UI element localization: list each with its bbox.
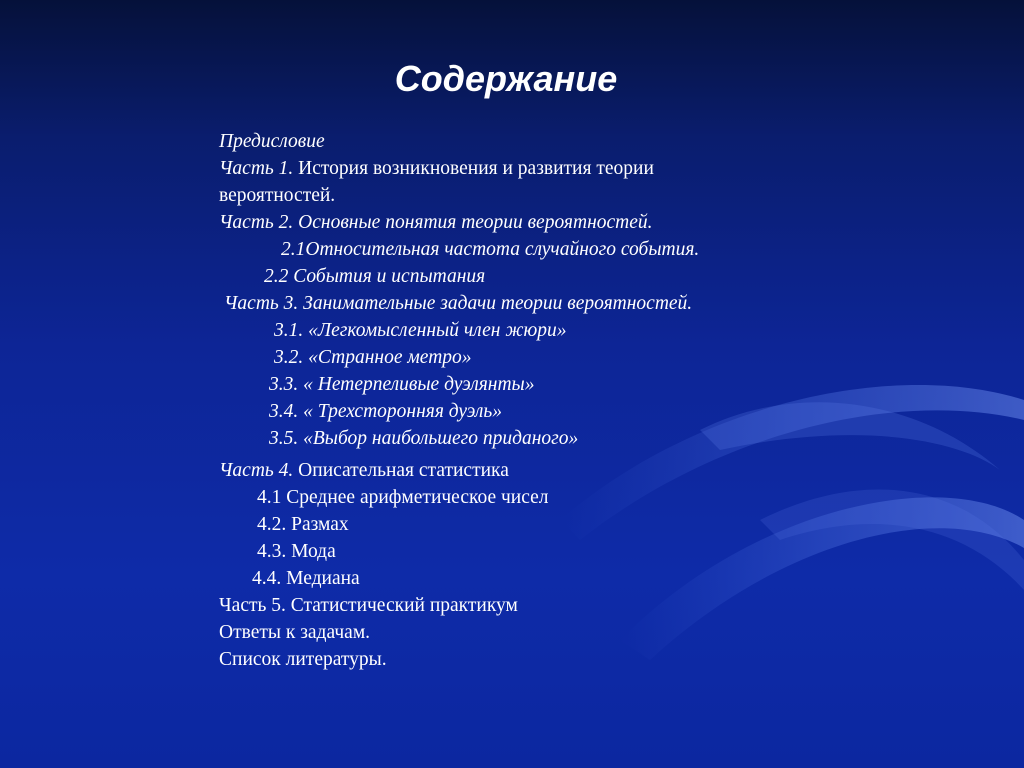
toc-item-part-2: Часть 2. Основные понятия теории вероятностей. xyxy=(219,212,653,233)
toc-item-references: Список литературы. xyxy=(219,649,387,670)
toc-item-part-5: Часть 5. Статистический практикум xyxy=(219,595,518,616)
toc-item-3-1: 3.1. «Легкомысленный член жюри» xyxy=(274,320,567,341)
toc-item-3-3: 3.3. « Нетерпеливые дуэлянты» xyxy=(269,374,535,395)
toc-item-4-3: 4.3. Мода xyxy=(257,541,336,562)
toc-item-part-1: Часть 1. История возникновения и развития теории xyxy=(219,158,654,179)
toc-item-answers: Ответы к задачам. xyxy=(219,622,371,643)
toc-item-preface: Предисловие xyxy=(219,131,325,152)
toc-item-part-1-cont: вероятностей. xyxy=(219,185,336,206)
toc-item-3-4: 3.4. « Трехсторонняя дуэль» xyxy=(269,401,503,422)
toc-item-3-5: 3.5. «Выбор наибольшего приданого» xyxy=(269,428,579,449)
slide-title: Содержание xyxy=(394,58,618,99)
toc-item-2-1: 2.1Относительная частота случайного события. xyxy=(281,239,700,260)
toc-item-4-1: 4.1 Среднее арифметическое чисел xyxy=(257,487,549,508)
toc-item-part-3: Часть 3. Занимательные задачи теории вероятностей. xyxy=(224,293,693,314)
toc-item-3-2: 3.2. «Странное метро» xyxy=(274,347,472,368)
toc-item-2-2: 2.2 События и испытания xyxy=(264,266,486,287)
toc-item-4-4: 4.4. Медиана xyxy=(252,568,360,589)
toc-item-4-2: 4.2. Размах xyxy=(257,514,349,535)
toc-item-part-4: Часть 4. Описательная статистика xyxy=(219,460,509,481)
